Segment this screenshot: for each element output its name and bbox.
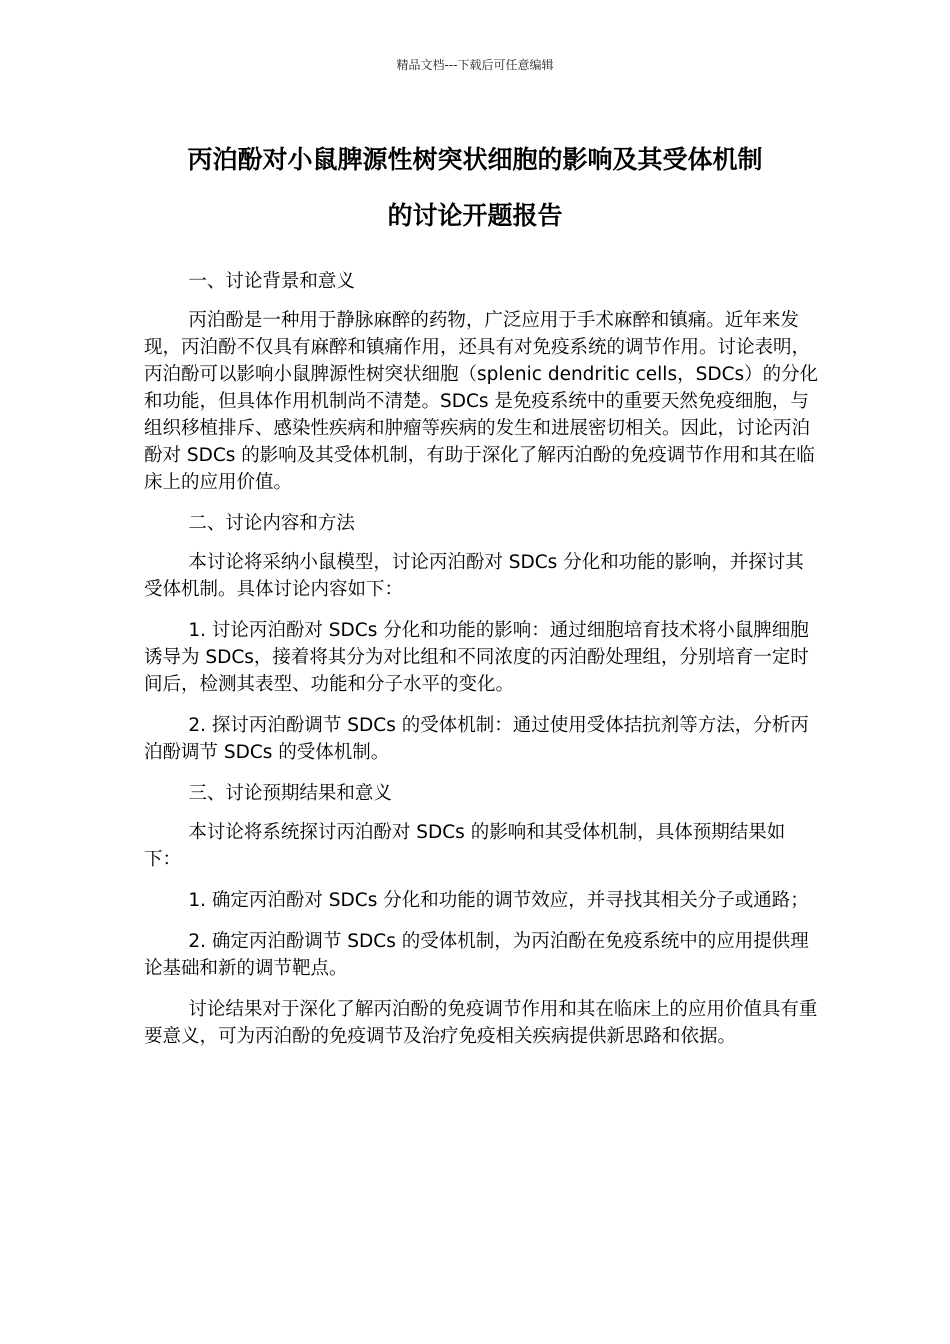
document-body (144, 268, 820, 1064)
section-heading-background: 一、讨论背景和意义 (188, 271, 355, 292)
paragraph-results-item-2: 2. 确定丙泊酚调节 SDCs 的受体机制，为丙泊酚在免疫系统中的应用提供理论基础和新的调节靶点。 (144, 931, 809, 979)
section-heading-expected-results: 三、讨论预期结果和意义 (188, 783, 392, 804)
section-heading-content-methods: 二、讨论内容和方法 (188, 513, 355, 534)
title-line-2: 的讨论开题报告 (387, 201, 563, 230)
document-title (130, 132, 820, 244)
page-header: 精品文档---下载后可任意编辑 (396, 58, 554, 72)
paragraph-background: 丙泊酚是一种用于静脉麻醉的药物，广泛应用于手术麻醉和镇痛。近年来发现，丙泊酚不仅具有麻醉和镇痛作用，还具有对免疫系统的调节作用。讨论表明，丙泊酚可以影响小鼠脾源性树突状细胞（splenic dendritic cells，SDCs）的分化和功能，但具体作用机制尚不清楚。SDCs 是免疫系统中的重要天然免疫细胞，与组织移植排斥、感染性疾病和肿瘤等疾病的发生和进展密切相关。因此，讨论丙泊酚对 SDCs 的影响及其受体机制，有助于深化了解丙泊酚的免疫调节作用和其在临床上的应用价值。 (144, 310, 819, 493)
title-line-1: 丙泊酚对小鼠脾源性树突状细胞的影响及其受体机制 (187, 145, 763, 174)
paragraph-content-item-2: 2. 探讨丙泊酚调节 SDCs 的受体机制：通过使用受体拮抗剂等方法，分析丙泊酚调节 SDCs 的受体机制。 (144, 715, 809, 763)
paragraph-results-item-1: 1. 确定丙泊酚对 SDCs 分化和功能的调节效应，并寻找其相关分子或通路； (188, 890, 809, 911)
paragraph-content-item-1: 1. 讨论丙泊酚对 SDCs 分化和功能的影响：通过细胞培育技术将小鼠脾细胞诱导为 SDCs，接着将其分为对比组和不同浓度的丙泊酚处理组，分别培育一定时间后，检测其表型、功能和分子水平的变化。 (144, 620, 809, 695)
paragraph-content-intro: 本讨论将采纳小鼠模型，讨论丙泊酚对 SDCs 分化和功能的影响，并探讨其受体机制。具体讨论内容如下： (144, 552, 804, 600)
paragraph-conclusion: 讨论结果对于深化了解丙泊酚的免疫调节作用和其在临床上的应用价值具有重要意义，可为丙泊酚的免疫调节及治疗免疫相关疾病提供新思路和依据。 (144, 999, 818, 1047)
paragraph-results-intro: 本讨论将系统探讨丙泊酚对 SDCs 的影响和其受体机制，具体预期结果如下： (144, 822, 786, 870)
